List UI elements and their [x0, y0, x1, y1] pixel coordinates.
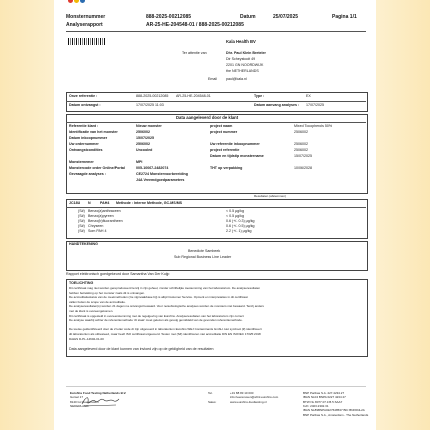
result-parameter: Benzo(a)anthraceen — [88, 209, 121, 213]
customer-field-value: 15/07/2025 — [294, 154, 312, 158]
customer-field-value: 2506002 — [136, 142, 150, 146]
signer-name: Benedicte Sambeek — [188, 249, 221, 253]
reference-box — [66, 92, 368, 112]
customer-field-label: Gevraagde analyses : — [69, 172, 106, 176]
result-parameter: Benzo(a)pyreen — [88, 214, 114, 218]
method-column: N — [88, 201, 91, 205]
footer-col3-line: www.eurofins-foodtesting.nl — [230, 399, 267, 404]
right-background-band — [376, 0, 430, 430]
notes-line: De analyse waarbij achter de referentiemethode 'Al staat' moet gelezen als gevolg gemiddeld van de gevonden referentiemethode. — [69, 318, 243, 323]
result-value: 0.6 (+/- 0.3) µg/kg — [226, 219, 255, 223]
customer-field-value: 2506002 — [294, 142, 308, 146]
result-parameter: Benzo(b)fluorantheen — [88, 219, 123, 223]
result-parameter: Som PAH 4 — [88, 229, 107, 233]
customer-field-label: THT op verpakking — [210, 166, 243, 170]
customer-field-label: project naam — [210, 124, 233, 128]
analysis-start-label: Datum aanvang analyses : — [254, 103, 300, 107]
logo-dot-blue — [80, 0, 85, 3]
footer-divider — [66, 386, 366, 387]
report-number: AR-25-HE-204548-01 / 888-2025-00212085 — [146, 22, 244, 28]
document-page — [58, 0, 372, 430]
result-code: (S#) — [78, 219, 85, 223]
header-divider — [66, 31, 366, 32]
method-unit: PAH4 — [100, 201, 110, 205]
customer-field-label: Monstercode order Online/Portal — [69, 166, 125, 170]
notes-line: De accreditatiestatus van de meetmethoden (zie vlgnvaakbase bij) is altijd Customer Service. Opmerk en interpretaties in dit certificaat — [69, 295, 248, 300]
result-value: < 0.5 µg/kg — [226, 209, 244, 213]
customer-data-divider — [66, 122, 366, 123]
customer-field-label: Ontvangstcondities — [69, 148, 103, 152]
company-name: Kala Health BV — [226, 39, 256, 44]
results-divider — [66, 207, 366, 208]
result-code: (S#) — [78, 224, 85, 228]
address-country: the NETHERLANDS — [226, 69, 259, 73]
notes-line: DAkkS D-PL-14602-01-00 — [69, 336, 104, 341]
footer-col2-line: Sales: — [208, 399, 217, 404]
customer-field-value: 10/06/2028 — [294, 166, 312, 170]
result-code: (S#) — [78, 229, 85, 233]
results-caption: Resultaten (afstemmen) — [254, 194, 287, 198]
customer-field-label: Datum inkoopnummer — [69, 136, 108, 140]
report-label: Analyserapport — [66, 22, 103, 28]
customer-field-label: Referentie klant : — [69, 124, 99, 128]
notes-line: hebben betrekking op het monster zoals dit is ontvangen. — [69, 290, 146, 295]
footer-col1-line: Eurofins Food Testing Netherlands B.V. — [70, 391, 127, 395]
result-value: < 0.5 µg/kg — [226, 214, 244, 218]
customer-field-value: Nieuw monster — [136, 124, 162, 128]
page-number: Pagina 1/1 — [332, 14, 357, 20]
barcode — [68, 38, 106, 45]
footer-col1-line: Gorsel 17 — [70, 395, 84, 400]
result-value: 2.2 (+/- 1) µg/kg — [226, 229, 252, 233]
notes-title: TOELICHTING — [69, 281, 94, 285]
approval-text: Rapport elektronisch goedgekeurd door Samantha Van Der Kuijp — [66, 272, 170, 276]
type-value: EX — [306, 94, 311, 98]
customer-field-value: Mixed Tocopherols 50% — [294, 124, 333, 128]
attention-name: Dhr. Paul Klein Breteler — [226, 51, 266, 55]
address-city: 2201 GN NOORDWIJK — [226, 63, 264, 67]
footer-col1-line: NEDERLAND — [70, 403, 89, 408]
notes-line: Dit certificaat is opgesteld in overeenstemming met de regelgeving van Eurofins. Analyseresultaten van het laboratorium zijn correct — [69, 313, 244, 318]
type-label: Type : — [254, 94, 265, 98]
method-description: Methode : Interne Methode, GC-MS/MS — [116, 201, 183, 205]
email-value: paul@kala.nl — [226, 77, 247, 81]
footer-col4-line: KvK: 2403.2302.31 — [303, 403, 329, 408]
signature-title: HANDTEKENING — [69, 242, 98, 246]
customer-field-value: Uncooled — [136, 148, 153, 152]
logo-dot-red — [68, 0, 73, 3]
our-reference-value-2: AR-25-HE-204548-01 — [176, 94, 211, 98]
logo-dot-yellow — [74, 0, 79, 3]
notes-line: vallen buiten de scope van de accreditatie. — [69, 299, 126, 304]
customer-field-label: Monsternemer — [69, 160, 94, 164]
result-code: (S#) — [78, 209, 85, 213]
customer-field-label: Identificatie van het monster — [69, 130, 118, 134]
footer-col4-line: IBAN NL04 BNPA 0227 4234 27 — [303, 395, 346, 400]
footer-col4-line: BNP Paribas S.A., Amsterdam - The Netherlands — [303, 412, 369, 417]
notes-line: dit laboratorium als uitbesteed, maar heeft ISO certificaat uitgevoerd. Testen met (S#) identificeren niet accreditatie DIN EN ISO/IEC 17025:2018 — [69, 332, 261, 336]
footer-col3-line: +31 88 83 10 000 — [230, 391, 254, 395]
sample-number-label: Monsternummer — [66, 14, 106, 20]
customer-field-value: 2506002 — [294, 148, 308, 152]
notes-line: met de klant is overeengekomen. — [69, 309, 114, 313]
customer-field-value: CE2724 Monstervoorbereiding — [136, 172, 188, 176]
customer-data-title: Data aangeleverd door de klant — [176, 115, 239, 120]
received-value: 17/07/2025 11:03 — [136, 103, 164, 107]
footer-col4-line: BNP Paribas S.A. 227.4234.27 — [303, 391, 345, 395]
footer-col1-line: 8140 GJ Heerenveen — [70, 399, 99, 404]
our-reference-label: Onze referentie : — [69, 94, 98, 98]
footer-col2-line: Tel. — [208, 391, 213, 395]
notes-line: De toetse geldentificeerd door de 2 letter code dt zijn uitgevoerd in laboratorium Eurofins WEJ Contaminants GmbH. Het symbool (#) identificeert — [69, 327, 262, 332]
date-label: Datum — [240, 14, 256, 20]
method-code: JC18U — [69, 201, 81, 205]
signer-role: Sub Regional Business Line Leader — [174, 255, 232, 259]
reference-divider — [66, 101, 366, 102]
customer-field-label: Uw referentie inkoopnummer — [210, 142, 260, 146]
customer-field-value: 2506002 — [136, 130, 150, 134]
result-parameter: Chryseen — [88, 224, 104, 228]
customer-field-value: MPI — [136, 160, 143, 164]
our-reference-value: 888-2025-00212085 — [136, 94, 169, 98]
customer-field-value: 2506002 — [294, 130, 308, 134]
customer-field-label: project nummer — [210, 130, 238, 134]
customer-field-value: J4A Vreemdgoedparameters — [136, 178, 185, 182]
left-background-band — [0, 0, 54, 430]
analysis-start-value: 17/07/2025 — [306, 103, 324, 107]
customer-field-label: Uw ordernummer — [69, 142, 99, 146]
customer-field-value: 005-10067-2482074 — [136, 166, 169, 170]
notes-closing: Data aangeleverd door de klant kunnen van invloed zijn op de geldigheid van de resultaten — [69, 347, 214, 351]
notes-line: Dit certificaat mag niet worden gereproduceerd tenzij in zijn geheel, zonder schriftelijke toestemming van het laboratorium. De analyseresultaten — [69, 286, 261, 290]
notes-line: De analyseresultaten(s) worden 21 dagen na ontvangst bewaard. Voor neisobiologische analyses worden de monsters niet bewaard. Tenzij anders — [69, 304, 264, 309]
sample-number-value: 888-2025-00212085 — [146, 14, 192, 20]
received-label: Datum ontvangst : — [69, 103, 101, 107]
customer-field-value: 15/07/2025 — [136, 136, 154, 140]
result-code: (S#) — [78, 214, 85, 218]
address-street: Dir Scheystooit 49 — [226, 57, 256, 61]
date-value: 25/07/2025 — [273, 14, 299, 20]
customer-field-label: project referentie — [210, 148, 240, 152]
footer-col3-line: info.heerenveen@eftnl.eurofins.com — [230, 395, 279, 400]
attention-label: Ter attentie van — [182, 51, 207, 55]
footer-col4-line: IBAN NL89BNPA0227648537 BIC BNPANL2A — [303, 408, 365, 413]
customer-field-label: Datum en tijdstip monstername — [210, 154, 264, 158]
footer-col4-line: BTW NL 8077.07.3.B.5.SAA7 — [303, 399, 343, 404]
email-label: Email — [208, 77, 217, 81]
result-value: 0.6 (+/- 0.5) µg/kg — [226, 224, 255, 228]
